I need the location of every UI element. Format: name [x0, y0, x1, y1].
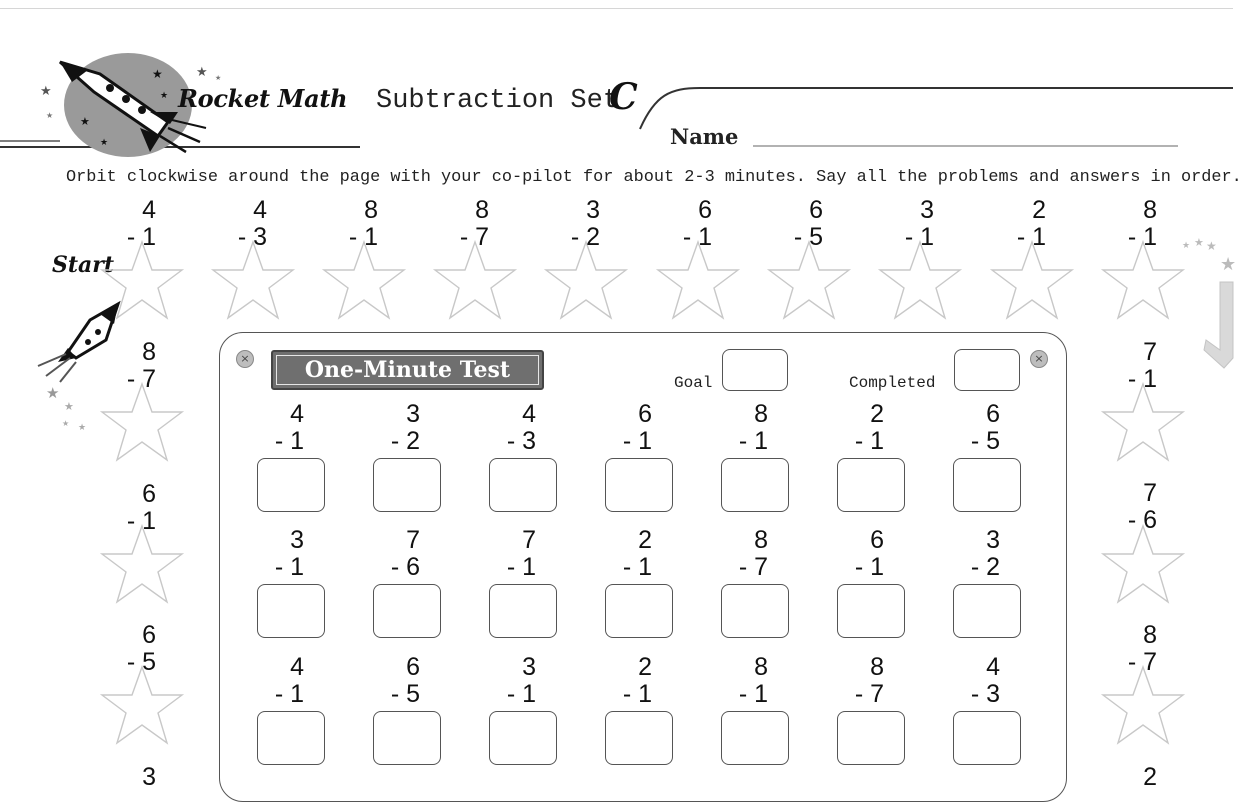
problem-bottom: - 3	[506, 427, 536, 455]
star-outline-icon	[990, 240, 1074, 320]
test-problem	[604, 401, 674, 455]
test-problem	[720, 654, 790, 708]
problem-top: 6	[986, 400, 1000, 428]
problem-top: 6	[809, 196, 823, 224]
svg-text:★: ★	[62, 419, 70, 428]
svg-text:★: ★	[1206, 239, 1217, 253]
problem-bottom: - 1	[854, 427, 884, 455]
problem-top: 4	[290, 400, 304, 428]
problem-top: 4	[142, 196, 156, 224]
star-outline-icon	[100, 382, 184, 462]
orbit-problem	[113, 764, 169, 791]
answer-box[interactable]	[953, 584, 1021, 638]
orbit-problem	[113, 197, 169, 251]
instructions: Orbit clockwise around the page with your co-pilot for about 2-3 minutes. Say all the problems and answers in order.	[66, 168, 1242, 187]
star-outline-icon	[322, 240, 406, 320]
svg-text:★: ★	[64, 400, 74, 413]
test-title-badge	[271, 350, 544, 390]
orbit-problem	[446, 197, 502, 251]
problem-bottom: - 5	[126, 648, 156, 676]
problem-top: 3	[406, 400, 420, 428]
test-problem	[836, 654, 906, 708]
answer-box[interactable]	[257, 584, 325, 638]
orbit-problem	[1114, 339, 1170, 393]
test-problem	[488, 401, 558, 455]
answer-box[interactable]	[489, 584, 557, 638]
problem-top: 3	[586, 196, 600, 224]
problem-top: 8	[754, 400, 768, 428]
problem-top: 6	[698, 196, 712, 224]
answer-box[interactable]	[257, 458, 325, 512]
problem-top: 3	[290, 526, 304, 554]
problem-top: 6	[406, 653, 420, 681]
name-field[interactable]	[753, 120, 1178, 146]
problem-top: 8	[754, 526, 768, 554]
orbit-problem	[1114, 197, 1170, 251]
test-problem	[488, 527, 558, 581]
problem-bottom: - 7	[738, 553, 768, 581]
star-outline-icon	[1101, 240, 1185, 320]
problem-bottom: - 1	[738, 427, 768, 455]
name-label: Name	[670, 124, 739, 149]
problem-bottom: - 1	[274, 427, 304, 455]
problem-top: 8	[754, 653, 768, 681]
test-problem	[256, 401, 326, 455]
orbit-problem	[113, 481, 169, 535]
test-problem	[604, 654, 674, 708]
answer-box[interactable]	[489, 458, 557, 512]
star-outline-icon	[878, 240, 962, 320]
test-problem	[488, 654, 558, 708]
svg-text:★: ★	[1220, 254, 1237, 275]
problem-top: 7	[1143, 479, 1157, 507]
problem-bottom: - 1	[506, 680, 536, 708]
answer-box[interactable]	[605, 711, 673, 765]
svg-text:★: ★	[78, 423, 87, 433]
set-letter: C	[609, 76, 638, 118]
problem-top: 8	[1143, 621, 1157, 649]
problem-bottom: - 1	[622, 553, 652, 581]
star-outline-icon	[211, 240, 295, 320]
svg-text:★: ★	[215, 74, 222, 82]
svg-text:★: ★	[46, 384, 60, 402]
test-problem	[836, 401, 906, 455]
test-title: One-Minute Test	[276, 355, 539, 385]
answer-box[interactable]	[373, 458, 441, 512]
problem-top: 8	[1143, 196, 1157, 224]
test-problem	[256, 527, 326, 581]
problem-top: 4	[253, 196, 267, 224]
answer-box[interactable]	[837, 458, 905, 512]
answer-box[interactable]	[953, 711, 1021, 765]
problem-bottom: - 1	[126, 223, 156, 251]
problem-bottom: - 7	[459, 223, 489, 251]
problem-bottom: - 6	[1127, 506, 1157, 534]
problem-top: 2	[638, 653, 652, 681]
problem-bottom: - 1	[348, 223, 378, 251]
problem-bottom: - 5	[970, 427, 1000, 455]
answer-box[interactable]	[605, 584, 673, 638]
star-outline-icon	[767, 240, 851, 320]
problem-bottom: - 1	[904, 223, 934, 251]
orbit-problem	[1114, 764, 1170, 791]
problem-bottom: - 6	[390, 553, 420, 581]
problem-bottom: - 1	[274, 680, 304, 708]
star-outline-icon	[1101, 382, 1185, 462]
problem-top: 6	[870, 526, 884, 554]
problem-top: 6	[638, 400, 652, 428]
answer-box[interactable]	[953, 458, 1021, 512]
orbit-problem	[224, 197, 280, 251]
problem-bottom: - 3	[237, 223, 267, 251]
orbit-problem	[1003, 197, 1059, 251]
problem-bottom: - 1	[682, 223, 712, 251]
star-outline-icon	[100, 524, 184, 604]
orbit-problem	[780, 197, 836, 251]
answer-box[interactable]	[721, 584, 789, 638]
answer-box[interactable]	[837, 711, 905, 765]
star-outline-icon	[1101, 665, 1185, 745]
problem-bottom: - 7	[1127, 648, 1157, 676]
orbit-problem	[335, 197, 391, 251]
problem-bottom: - 1	[506, 553, 536, 581]
problem-top: 3	[920, 196, 934, 224]
svg-text:★: ★	[1182, 241, 1191, 251]
svg-text:★: ★	[80, 115, 90, 128]
test-problem	[372, 401, 442, 455]
answer-box[interactable]	[721, 458, 789, 512]
problem-bottom: - 7	[126, 365, 156, 393]
problem-bottom: - 1	[1127, 223, 1157, 251]
problem-bottom: - 1	[1127, 365, 1157, 393]
problem-top: 2	[870, 400, 884, 428]
problem-bottom: - 3	[970, 680, 1000, 708]
problem-top: 6	[142, 480, 156, 508]
orbit-problem	[669, 197, 725, 251]
goal-label: Goal	[674, 374, 713, 392]
star-outline-icon	[433, 240, 517, 320]
problem-bottom: - 1	[1016, 223, 1046, 251]
problem-top: 8	[364, 196, 378, 224]
problem-bottom: - 7	[854, 680, 884, 708]
problem-top: 6	[142, 621, 156, 649]
test-problem	[952, 401, 1022, 455]
answer-box[interactable]	[721, 711, 789, 765]
problem-top: 7	[522, 526, 536, 554]
orbit-problem	[891, 197, 947, 251]
svg-text:★: ★	[40, 84, 52, 99]
star-outline-icon	[1101, 524, 1185, 604]
test-problem	[372, 654, 442, 708]
star-outline-icon	[100, 665, 184, 745]
test-problem	[836, 527, 906, 581]
problem-top: 3	[986, 526, 1000, 554]
test-problem	[256, 654, 326, 708]
test-problem	[952, 527, 1022, 581]
brand-title: Rocket Math	[178, 84, 348, 113]
problem-top: 2	[1032, 196, 1046, 224]
goal-input[interactable]	[722, 349, 788, 391]
svg-text:★: ★	[1194, 236, 1204, 249]
svg-text:★: ★	[196, 65, 208, 80]
svg-text:★: ★	[100, 138, 109, 148]
test-problem	[952, 654, 1022, 708]
screw-icon: ×	[236, 350, 254, 368]
test-problem	[720, 527, 790, 581]
svg-text:★: ★	[160, 91, 169, 101]
completed-input[interactable]	[954, 349, 1020, 391]
worksheet-subtitle: Subtraction Set	[376, 86, 620, 116]
answer-box[interactable]	[257, 711, 325, 765]
problem-bottom: - 2	[570, 223, 600, 251]
orbit-problem	[1114, 622, 1170, 676]
problem-top: 4	[290, 653, 304, 681]
problem-top: 3	[522, 653, 536, 681]
problem-bottom: - 5	[793, 223, 823, 251]
problem-top: 8	[870, 653, 884, 681]
answer-box[interactable]	[605, 458, 673, 512]
problem-top: 8	[142, 338, 156, 366]
answer-box[interactable]	[837, 584, 905, 638]
svg-text:★: ★	[46, 111, 54, 120]
orbit-problem	[113, 622, 169, 676]
answer-box[interactable]	[373, 711, 441, 765]
orbit-problem	[557, 197, 613, 251]
problem-top: 7	[406, 526, 420, 554]
problem-top: 3	[142, 763, 156, 791]
answer-box[interactable]	[373, 584, 441, 638]
test-problem	[720, 401, 790, 455]
problem-top: 7	[1143, 338, 1157, 366]
problem-bottom: - 1	[738, 680, 768, 708]
start-label: Start	[52, 252, 115, 278]
orbit-arrow-icon	[1180, 232, 1237, 372]
svg-text:★: ★	[152, 67, 163, 81]
problem-bottom: - 1	[274, 553, 304, 581]
problem-bottom: - 1	[622, 427, 652, 455]
problem-bottom: - 2	[970, 553, 1000, 581]
test-problem	[604, 527, 674, 581]
problem-top: 2	[1143, 763, 1157, 791]
star-outline-icon	[656, 240, 740, 320]
answer-box[interactable]	[489, 711, 557, 765]
star-outline-icon	[544, 240, 628, 320]
problem-bottom: - 1	[126, 507, 156, 535]
problem-top: 2	[638, 526, 652, 554]
orbit-problem	[113, 339, 169, 393]
orbit-problem	[1114, 480, 1170, 534]
test-problem	[372, 527, 442, 581]
screw-icon: ×	[1030, 350, 1048, 368]
problem-bottom: - 2	[390, 427, 420, 455]
problem-top: 4	[522, 400, 536, 428]
problem-bottom: - 5	[390, 680, 420, 708]
problem-bottom: - 1	[622, 680, 652, 708]
problem-top: 8	[475, 196, 489, 224]
star-outline-icon	[100, 240, 184, 320]
problem-bottom: - 1	[854, 553, 884, 581]
problem-top: 4	[986, 653, 1000, 681]
completed-label: Completed	[849, 374, 936, 392]
